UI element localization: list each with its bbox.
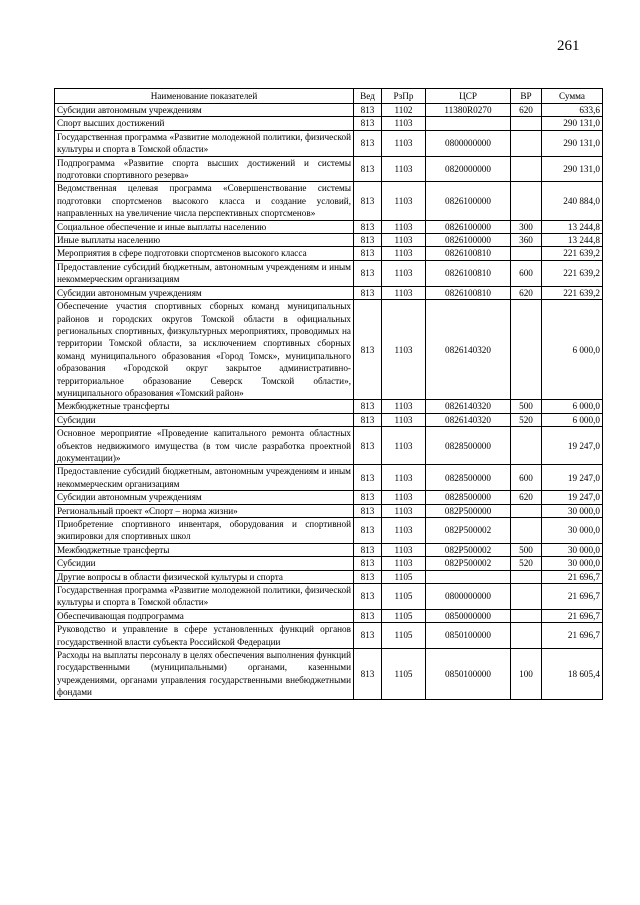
cell-ved: 813 (354, 104, 382, 117)
cell-rzpr: 1103 (382, 182, 426, 220)
cell-name: Субсидии (55, 413, 354, 426)
cell-ved: 813 (354, 117, 382, 130)
table-row (55, 649, 603, 700)
cell-ved: 813 (354, 220, 382, 233)
cell-name: Региональный проект «Спорт – норма жизни» (55, 504, 354, 517)
table-body (55, 104, 603, 700)
cell-csr: 0826100000 (426, 234, 511, 247)
cell-ved: 813 (354, 247, 382, 260)
cell-name: Субсидии автономным учреждениям (55, 286, 354, 299)
table-row (55, 557, 603, 570)
cell-sum: 13 244,8 (542, 220, 603, 233)
cell-vr: 620 (511, 104, 542, 117)
cell-ved: 813 (354, 400, 382, 413)
cell-rzpr: 1103 (382, 247, 426, 260)
cell-sum: 633,6 (542, 104, 603, 117)
cell-name: Предоставление субсидий бюджетным, автономным учреждениям и иным некоммерческим организациям (55, 465, 354, 491)
cell-csr: 0828500000 (426, 491, 511, 504)
cell-rzpr: 1103 (382, 286, 426, 299)
cell-ved: 813 (354, 182, 382, 220)
table-row (55, 260, 603, 286)
cell-name: Государственная программа «Развитие молодежной политики, физической культуры и спорта в Томской области» (55, 584, 354, 610)
cell-rzpr: 1103 (382, 491, 426, 504)
cell-sum: 221 639,2 (542, 247, 603, 260)
cell-sum: 19 247,0 (542, 465, 603, 491)
cell-sum: 21 696,7 (542, 609, 603, 622)
header-ved: Вед (354, 89, 382, 104)
cell-sum: 290 131,0 (542, 156, 603, 182)
table-row (55, 247, 603, 260)
cell-rzpr: 1103 (382, 413, 426, 426)
cell-csr: 0828500000 (426, 427, 511, 465)
cell-name: Мероприятия в сфере подготовки спортсменов высокого класса (55, 247, 354, 260)
cell-rzpr: 1103 (382, 427, 426, 465)
cell-csr: 0820000000 (426, 156, 511, 182)
cell-sum: 240 884,0 (542, 182, 603, 220)
cell-name: Подпрограмма «Развитие спорта высших достижений и системы подготовки спортивного резерва» (55, 156, 354, 182)
cell-csr: 0826100000 (426, 182, 511, 220)
cell-vr (511, 570, 542, 583)
cell-vr: 520 (511, 557, 542, 570)
header-name: Наименование показателей (55, 89, 354, 104)
cell-csr: 11380R0270 (426, 104, 511, 117)
table-row (55, 286, 603, 299)
cell-vr: 600 (511, 260, 542, 286)
cell-sum: 30 000,0 (542, 557, 603, 570)
cell-rzpr: 1105 (382, 649, 426, 700)
cell-vr (511, 504, 542, 517)
cell-name: Субсидии автономным учреждениям (55, 491, 354, 504)
cell-rzpr: 1103 (382, 557, 426, 570)
cell-ved: 813 (354, 300, 382, 400)
cell-csr (426, 117, 511, 130)
cell-vr: 100 (511, 649, 542, 700)
cell-name: Руководство и управление в сфере установленных функций органов государственной власти субъекта Российской Федерации (55, 623, 354, 649)
cell-rzpr: 1102 (382, 104, 426, 117)
cell-rzpr: 1103 (382, 130, 426, 156)
cell-rzpr: 1103 (382, 117, 426, 130)
cell-name: Межбюджетные трансферты (55, 400, 354, 413)
cell-sum: 21 696,7 (542, 584, 603, 610)
cell-rzpr: 1103 (382, 234, 426, 247)
cell-vr (511, 130, 542, 156)
cell-csr: 082P500002 (426, 518, 511, 544)
table-row (55, 584, 603, 610)
cell-ved: 813 (354, 130, 382, 156)
cell-ved: 813 (354, 584, 382, 610)
table-row (55, 609, 603, 622)
cell-csr: 0826100000 (426, 220, 511, 233)
cell-vr: 620 (511, 491, 542, 504)
cell-vr (511, 609, 542, 622)
cell-sum: 221 639,2 (542, 286, 603, 299)
header-rzpr: РзПр (382, 89, 426, 104)
table-row (55, 300, 603, 400)
cell-ved: 813 (354, 504, 382, 517)
cell-csr: 0850100000 (426, 623, 511, 649)
header-csr: ЦСР (426, 89, 511, 104)
cell-sum: 221 639,2 (542, 260, 603, 286)
cell-csr: 0826140320 (426, 300, 511, 400)
cell-ved: 813 (354, 260, 382, 286)
cell-name: Ведомственная целевая программа «Совершенствование системы подготовки спортсменов высокого класса и создание условий, направленных на увеличение числа перспективных спортсменов» (55, 182, 354, 220)
table-row (55, 518, 603, 544)
cell-name: Обеспечивающая подпрограмма (55, 609, 354, 622)
table-row (55, 156, 603, 182)
cell-name: Субсидии (55, 557, 354, 570)
table-row (55, 182, 603, 220)
cell-csr: 0826100810 (426, 247, 511, 260)
cell-ved: 813 (354, 234, 382, 247)
cell-name: Расходы на выплаты персоналу в целях обеспечения выполнения функций государственными (муниципальными) органами, казенными учреждениями, органами управления государственными внебюджетными фондами (55, 649, 354, 700)
header-vr: ВР (511, 89, 542, 104)
cell-sum: 21 696,7 (542, 570, 603, 583)
cell-name: Социальное обеспечение и иные выплаты населению (55, 220, 354, 233)
table-row (55, 400, 603, 413)
cell-sum: 30 000,0 (542, 504, 603, 517)
cell-vr: 500 (511, 543, 542, 556)
cell-rzpr: 1103 (382, 543, 426, 556)
cell-rzpr: 1103 (382, 260, 426, 286)
page-number: 261 (557, 38, 580, 54)
cell-name: Обеспечение участия спортивных сборных команд муниципальных районов и городских округов Томской области в официальных региональных спортивных, физкультурных мероприятиях, проводимых на территории Томской области, за исключением спортивных сборных команд муниципального образования «Город Томск», муниципального образования «Городской округ закрытое административно-территориальное образование Северск Томской области», муниципального образования «Томский район» (55, 300, 354, 400)
cell-csr: 0828500000 (426, 465, 511, 491)
cell-csr: 082P500002 (426, 557, 511, 570)
cell-ved: 813 (354, 427, 382, 465)
cell-ved: 813 (354, 286, 382, 299)
budget-table (54, 88, 603, 700)
cell-name: Другие вопросы в области физической культуры и спорта (55, 570, 354, 583)
cell-csr: 082P500000 (426, 504, 511, 517)
cell-sum: 19 247,0 (542, 427, 603, 465)
cell-rzpr: 1103 (382, 156, 426, 182)
cell-ved: 813 (354, 623, 382, 649)
table-header-row (55, 89, 603, 104)
cell-name: Приобретение спортивного инвентаря, оборудования и спортивной экипировки для спортивных школ (55, 518, 354, 544)
cell-name: Межбюджетные трансферты (55, 543, 354, 556)
cell-csr: 0800000000 (426, 584, 511, 610)
table-row (55, 504, 603, 517)
cell-rzpr: 1105 (382, 570, 426, 583)
cell-csr: 0826100810 (426, 286, 511, 299)
cell-vr: 360 (511, 234, 542, 247)
cell-rzpr: 1103 (382, 504, 426, 517)
cell-rzpr: 1103 (382, 465, 426, 491)
cell-name: Субсидии автономным учреждениям (55, 104, 354, 117)
cell-ved: 813 (354, 649, 382, 700)
table-row (55, 491, 603, 504)
cell-csr: 0826140320 (426, 413, 511, 426)
cell-vr (511, 427, 542, 465)
cell-vr: 300 (511, 220, 542, 233)
cell-sum: 290 131,0 (542, 130, 603, 156)
cell-vr: 520 (511, 413, 542, 426)
cell-vr (511, 247, 542, 260)
cell-rzpr: 1103 (382, 300, 426, 400)
cell-csr (426, 570, 511, 583)
cell-name: Предоставление субсидий бюджетным, автономным учреждениям и иным некоммерческим организациям (55, 260, 354, 286)
cell-csr: 0826100810 (426, 260, 511, 286)
table-row (55, 220, 603, 233)
cell-ved: 813 (354, 557, 382, 570)
cell-sum: 30 000,0 (542, 543, 603, 556)
table-row (55, 465, 603, 491)
cell-ved: 813 (354, 570, 382, 583)
cell-name: Государственная программа «Развитие молодежной политики, физической культуры и спорта в Томской области» (55, 130, 354, 156)
cell-vr: 600 (511, 465, 542, 491)
table-row (55, 543, 603, 556)
table-row (55, 130, 603, 156)
cell-vr: 500 (511, 400, 542, 413)
table-row (55, 413, 603, 426)
cell-rzpr: 1103 (382, 220, 426, 233)
cell-name: Основное мероприятие «Проведение капитального ремонта областных объектов недвижимого имущества (в том числе разработка проектной документации)» (55, 427, 354, 465)
table-row (55, 104, 603, 117)
cell-csr: 0800000000 (426, 130, 511, 156)
cell-sum: 6 000,0 (542, 300, 603, 400)
cell-name: Иные выплаты населению (55, 234, 354, 247)
cell-vr: 620 (511, 286, 542, 299)
cell-rzpr: 1105 (382, 584, 426, 610)
cell-vr (511, 182, 542, 220)
header-sum: Сумма (542, 89, 603, 104)
cell-ved: 813 (354, 491, 382, 504)
cell-vr (511, 300, 542, 400)
cell-csr: 0850000000 (426, 609, 511, 622)
cell-vr (511, 117, 542, 130)
cell-sum: 18 605,4 (542, 649, 603, 700)
table-row (55, 234, 603, 247)
cell-ved: 813 (354, 518, 382, 544)
cell-ved: 813 (354, 413, 382, 426)
cell-name: Спорт высших достижений (55, 117, 354, 130)
cell-csr: 0850100000 (426, 649, 511, 700)
cell-ved: 813 (354, 543, 382, 556)
table-row (55, 427, 603, 465)
cell-vr (511, 584, 542, 610)
table-row (55, 117, 603, 130)
table-row (55, 623, 603, 649)
cell-rzpr: 1103 (382, 518, 426, 544)
cell-vr (511, 518, 542, 544)
cell-ved: 813 (354, 156, 382, 182)
cell-ved: 813 (354, 465, 382, 491)
cell-vr (511, 156, 542, 182)
cell-sum: 21 696,7 (542, 623, 603, 649)
cell-rzpr: 1105 (382, 609, 426, 622)
cell-ved: 813 (354, 609, 382, 622)
cell-sum: 13 244,8 (542, 234, 603, 247)
cell-csr: 0826140320 (426, 400, 511, 413)
cell-rzpr: 1105 (382, 623, 426, 649)
cell-csr: 082P500002 (426, 543, 511, 556)
cell-sum: 6 000,0 (542, 413, 603, 426)
cell-sum: 6 000,0 (542, 400, 603, 413)
table-row (55, 570, 603, 583)
cell-sum: 30 000,0 (542, 518, 603, 544)
cell-rzpr: 1103 (382, 400, 426, 413)
cell-sum: 19 247,0 (542, 491, 603, 504)
cell-vr (511, 623, 542, 649)
cell-sum: 290 131,0 (542, 117, 603, 130)
